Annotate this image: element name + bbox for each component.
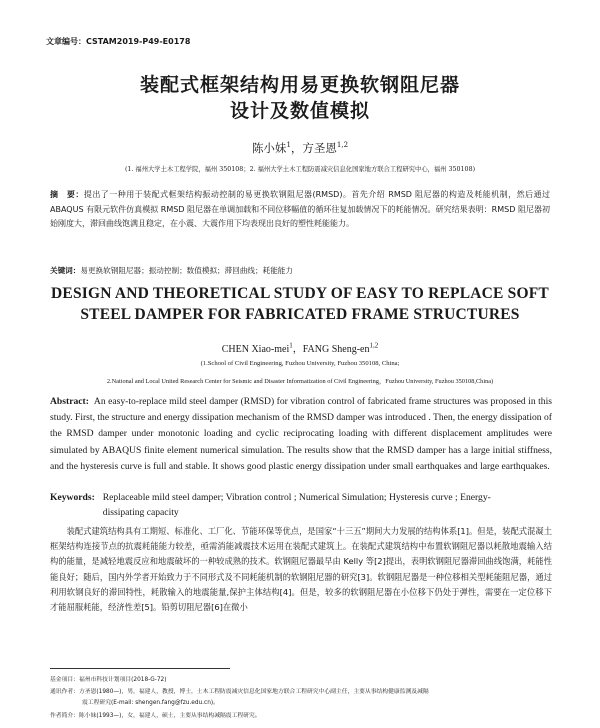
- english-author-1-sup: 1: [289, 341, 293, 350]
- body-paragraph: 装配式建筑结构具有工期短、标准化、工厂化、节能环保等优点，是国家“十三五”期间大力发展的结构体系[1]。但是，装配式混凝土框架结构连接节点的抗震耗能能力较差，亟需消能减震技术运用在装配式建筑上。在装配式建筑结构中布置软钢阻尼器以耗散地震输入结构的能量，是减轻地震反应和地震破坏的一种较成熟的技术。软钢阻尼器最早由 Kelly 等[2]提出，表明软钢阻尼器滞回曲线饱满，耗能性能良好；随后，国内外学者开始致力于不同形式及不同耗能机制的软钢阻尼器的研究[3]。软钢阻尼器是一种位移相关型耗能阻尼器，通过利用软钢良好的滞回特性，耗散输入的地震能量,保护主体结构[4]。但是，较多的软钢阻尼器在小位移下仍处于弹性，需要在一定位移下才能屈服耗能，经济性差[5]。铅剪切阻尼器[6]在微小: [50, 526, 552, 613]
- body-text: [50, 524, 552, 615]
- english-author-1-name: CHEN Xiao-mei: [221, 344, 290, 355]
- footnote-author-intro: 作者简介：陈小妹(1993—)，女，福建人，硕士，主要从事结构减隔震工程研究。: [50, 713, 261, 719]
- author-separator: ，: [290, 141, 303, 155]
- english-affiliation-2: 2.National and Local United Research Center for Seismic and Disaster Informatization of Civil Engineering，Fuzhou University, Fuzhou 350108,China): [106, 378, 494, 385]
- author-2-name: 方圣恩: [302, 141, 337, 155]
- footnote-corresponding-author-contd: 震工程研究(E-mail: shengen.fang@fzu.edu.cn)。: [82, 700, 219, 706]
- english-abstract: [50, 394, 552, 475]
- chinese-abstract: [50, 188, 550, 232]
- chinese-keywords-label: 关键词：: [50, 266, 81, 275]
- english-keywords: [50, 490, 552, 520]
- english-keywords-label: Keywords:: [50, 492, 95, 503]
- chinese-affiliation: (1. 福州大学土木工程学院，福州 350108；2. 福州大学土木工程防震减灾信息化国家地方联合工程研究中心，福州 350108): [124, 166, 476, 173]
- chinese-title-line-2: 设计及数值模拟: [229, 100, 370, 122]
- english-affiliation-1: (1.School of Civil Engineering, Fuzhou University, Fuzhou 350108, China;: [200, 360, 400, 367]
- english-author-2-name: FANG Sheng-en: [302, 344, 370, 355]
- chinese-abstract-label: 摘 要：: [50, 190, 84, 199]
- chinese-keywords-text: 易更换软钢阻尼器；振动控制；数值模拟；滞回曲线；耗能能力: [80, 266, 293, 275]
- english-authors: [0, 340, 600, 355]
- author-2-sup: 1,2: [336, 141, 349, 150]
- article-number: 文章编号：CSTAM2019-P49-E0178: [46, 37, 191, 46]
- english-abstract-text: An easy-to-replace mild steel damper (RMSD) for vibration control of fabricated frame structures was proposed in this study. First, the structure and energy dissipation mechanism of the RMSD damper was introduced . Then, the energy dissipation of the RMSD damper under monotonic loading and cyclic reciprocating loading with different displacement amplitudes were simulated by ABAQUS finite element numerical simulation. The results show that the RMSD damper has a large initial stiffness, and the hysteresis curve is full and stable. It shows good plastic energy dissipation under small earthquakes and large earthquakes.: [50, 396, 552, 472]
- chinese-keywords: [50, 265, 550, 276]
- chinese-abstract-text: 提出了一种用于装配式框架结构振动控制的易更换软钢阻尼器(RMSD)。首先介绍 RMSD 阻尼器的构造及耗能机制，然后通过 ABAQUS 有限元软件仿真模拟 RMSD 阻尼器在单调加载和不同位移幅值的循环往复加载情况下的耗能情况。研究结果表明：RMSD 阻尼器初始刚度大，滞回曲线饱满且稳定，在小震、大震作用下均表现出良好的塑性耗能能力。: [50, 190, 550, 228]
- chinese-title-line-1: 装配式框架结构用易更换软钢阻尼器: [139, 74, 460, 96]
- english-abstract-label: Abstract:: [50, 396, 89, 407]
- author-1-name: 陈小妹: [251, 141, 287, 155]
- footnote-fund: 基金项目：福州市科技计划项目(2018-G-72): [50, 677, 167, 683]
- footnote-divider: [50, 668, 230, 669]
- english-title-line-2: STEEL DAMPER FOR FABRICATED FRAME STRUCTURES: [80, 306, 520, 323]
- english-author-2-sup: 1,2: [369, 341, 379, 350]
- footnote-corresponding-author: 通讯作者：方圣恩(1980—)，男，福建人，教授，博士，土木工程防震减灾信息化国家地方联合工程研究中心副主任，主要从事结构健康监测及减隔: [50, 689, 429, 695]
- english-title-line-1: DESIGN AND THEORETICAL STUDY OF EASY TO REPLACE SOFT: [51, 285, 549, 302]
- english-author-separator: ，: [292, 344, 303, 355]
- author-1-sup: 1: [286, 141, 291, 150]
- chinese-authors: [0, 140, 600, 156]
- english-keywords-text: Replaceable mild steel damper; Vibration control ; Numerical Simulation; Hysteresis curve ; Energy-dissipating capacity: [102, 492, 491, 518]
